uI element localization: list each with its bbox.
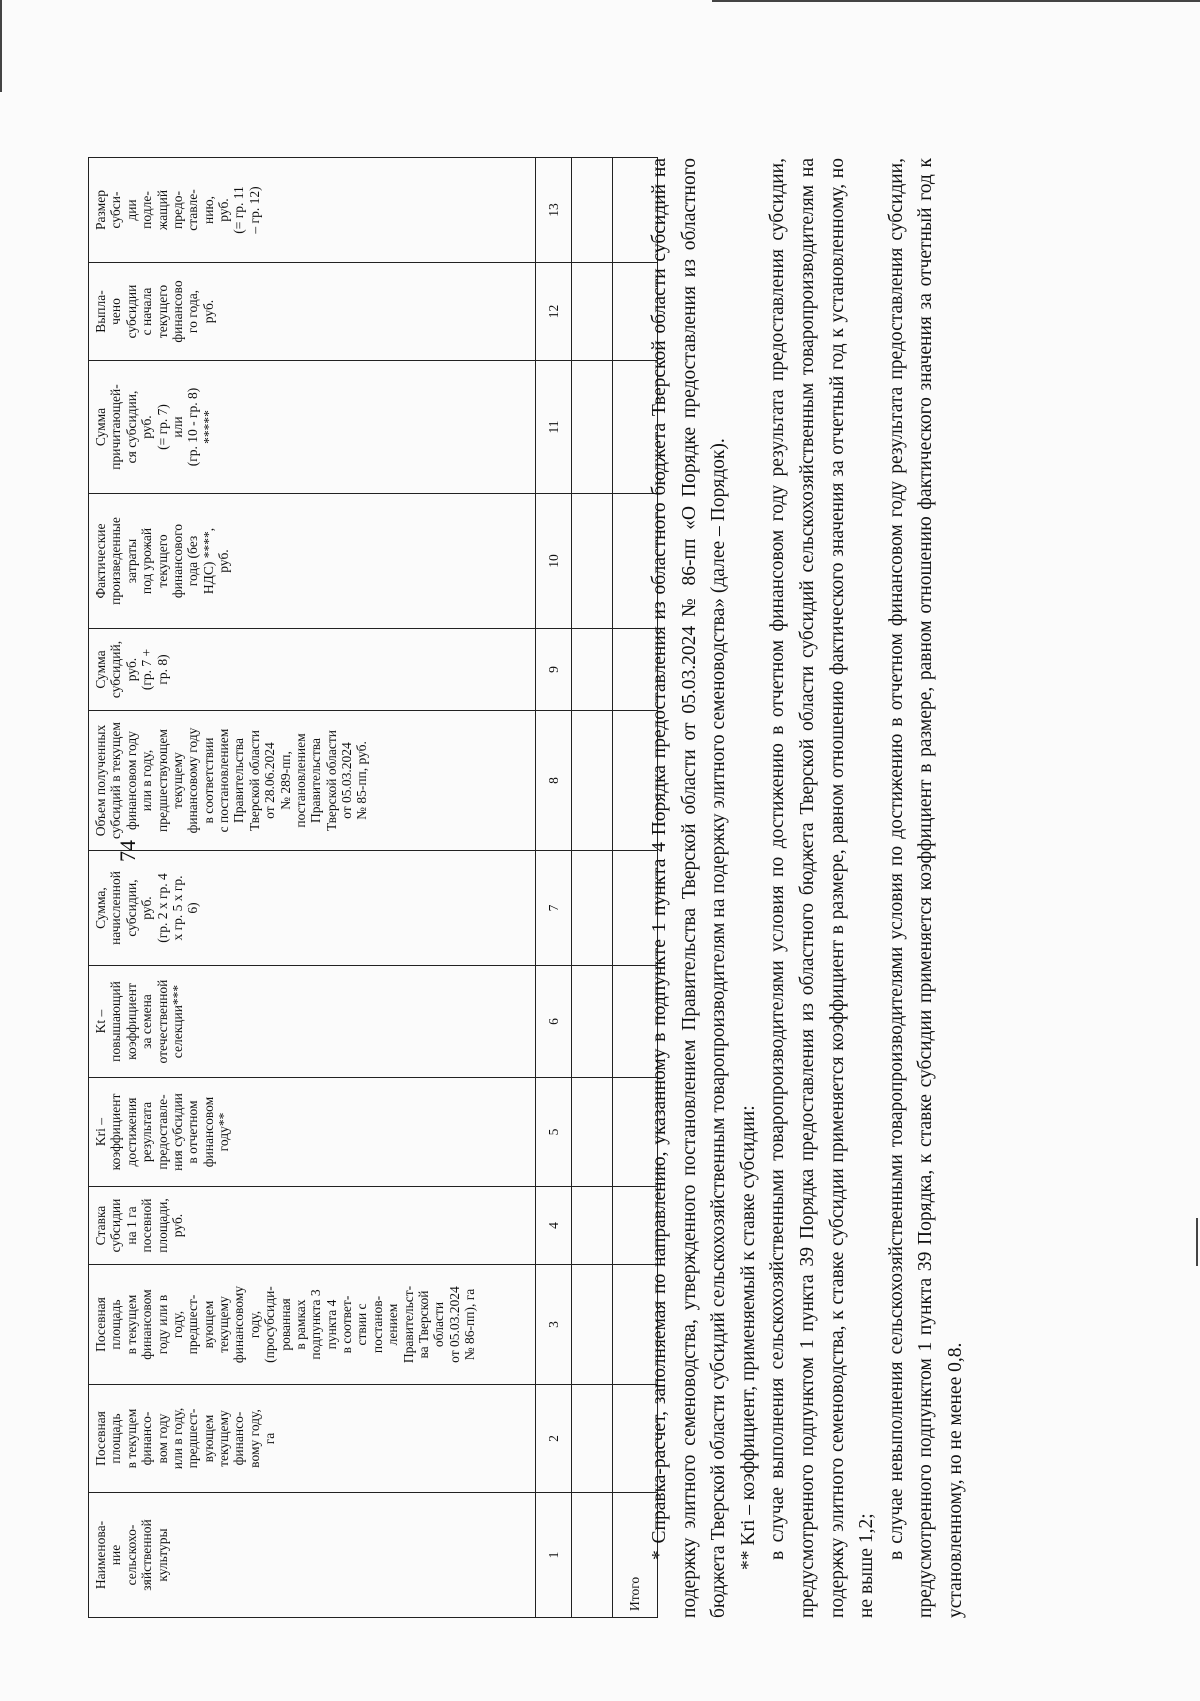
table-cell xyxy=(572,158,613,263)
col-number: 12 xyxy=(536,263,572,361)
table-cell xyxy=(572,1078,613,1187)
table-cell xyxy=(572,1265,613,1385)
col-number: 10 xyxy=(536,494,572,629)
subsidy-calculation-table xyxy=(88,157,658,1618)
table-cell xyxy=(572,1187,613,1265)
column-number-row xyxy=(536,158,572,1618)
table-cell xyxy=(572,1493,613,1618)
scan-edge-top-right xyxy=(712,0,1200,2)
col-number: 7 xyxy=(536,851,572,966)
col-number: 4 xyxy=(536,1187,572,1265)
col-header-7: Сумма, начисленной субсидии, руб. (гр. 2 х гр. 4 х гр. 5 х гр. 6) xyxy=(89,851,536,966)
table-cell xyxy=(572,494,613,629)
col-number: 3 xyxy=(536,1265,572,1385)
col-number: 11 xyxy=(536,361,572,494)
col-header-13: Размер субси- дии подле- жащий предо- ставле- нию, руб. (= гр. 11 – гр. 12) xyxy=(89,158,536,263)
col-header-1: Наименова- ние сельскохо- зяйственной культуры xyxy=(89,1493,536,1618)
footnote-kri-met: в случае выполнения сельскохозяйственными товаропроизводителями условия по достижению в отчетном финансовом году результата предоставления субсидии, предусмотренного подпунктом 1 пункта 39 Порядка предоставления из областного бюджета Тверской области субсидий сельскохозяйственным товаропроизводителям на подержку элитного семеноводства, к ставке субсидии применяется коэффициент в размере, равном отношению фактического значения за отчетный год к установленному, но не выше 1,2; xyxy=(767,158,878,1618)
empty-data-row xyxy=(572,158,613,1618)
col-header-2: Посевная площадь в текущем финансо- вом году или в году, предшест- вующем текущему финансо- вому году, га xyxy=(89,1385,536,1493)
col-number: 5 xyxy=(536,1078,572,1187)
col-header-8: Объем полученных субсидий в текущем финансовом году или в году, предшествующем текущему финансовому году в соответствии с постановлением Правительства Тверской области от 28.06.2024 № 289-пп, постановлением Правительства Тверской области от 05.03.2024 № 85-пп, руб. xyxy=(89,711,536,851)
table-cell xyxy=(572,361,613,494)
col-header-9: Сумма субсидий, руб. (гр. 7 + гр. 8) xyxy=(89,629,536,711)
footnotes xyxy=(645,158,971,1618)
col-number: 8 xyxy=(536,711,572,851)
header-row xyxy=(89,158,536,1618)
table-cell xyxy=(572,851,613,966)
footnote-1: * Справка-расчет, заполняемая по направлению, указанному в подпункте 1 пункта 4 Порядка предоставления из областного бюджета Тверской области субсидий на подержку элитного семеноводства, утвержденного постановлением Правительства Тверской области от 05.03.2024 № 86-пп «О Порядке предоставления из областного бюджета Тверской области субсидий сельскохозяйственным товаропроизводителям на подержку элитного семеноводства» (далее – Порядок). xyxy=(649,158,730,1618)
col-header-4: Ставка субсидии на 1 га посевной площади, руб. xyxy=(89,1187,536,1265)
col-header-10: Фактические произведенные затраты под урожай текущего финансового года (без НДС) ****, руб. xyxy=(89,494,536,629)
table-cell xyxy=(572,966,613,1078)
table-cell xyxy=(572,1385,613,1493)
scan-edge-right-mark xyxy=(1196,1218,1198,1266)
col-header-3: Посевная площадь в текущем финансовом году или в году, предшест- вующем текущему финансовому году, (просубсиди- рованная в рамках подпункта 3 пункта 4 в соответ- ствии с постанов- лением Правительст- ва Тверской области от 05.03.2024 № 86-пп), га xyxy=(89,1265,536,1385)
col-header-12: Выпла- чено субсидии с начала текущего финансово го года, руб. xyxy=(89,263,536,361)
footnote-kri-not-met: в случае невыполнения сельскохозяйственными товаропроизводителями условия по достижению в отчетном финансовом году результата предоставления субсидии, предусмотренного подпунктом 1 пункта 39 Порядка, к ставке субсидии применяется коэффициент в размере, равном отношению фактического значения за отчетный год к установленному, но не менее 0,8. xyxy=(885,158,966,1618)
col-number: 2 xyxy=(536,1385,572,1493)
col-header-5: Kri – коэффициент достижения результата предоставле- ния субсидии в отчетном финансовом году** xyxy=(89,1078,536,1187)
table-cell xyxy=(572,711,613,851)
col-header-11: Сумма причитающей- ся субсидии, руб. (= гр. 7) или (гр. 10 - гр. 8) ***** xyxy=(89,361,536,494)
landscape-page xyxy=(88,158,1112,1618)
col-number: 13 xyxy=(536,158,572,263)
table-cell xyxy=(572,263,613,361)
page-number: 74 xyxy=(115,840,140,862)
total-label: Итого xyxy=(613,1493,658,1618)
col-number: 1 xyxy=(536,1493,572,1618)
table-cell xyxy=(572,629,613,711)
col-number: 9 xyxy=(536,629,572,711)
footnote-2: ** Kri – коэффициент, применяемый к ставке субсидии: xyxy=(737,1105,759,1570)
col-header-6: Kt – повышающий коэффициент за семена отечественной селекции*** xyxy=(89,966,536,1078)
scan-edge-left xyxy=(0,0,2,92)
col-number: 6 xyxy=(536,966,572,1078)
